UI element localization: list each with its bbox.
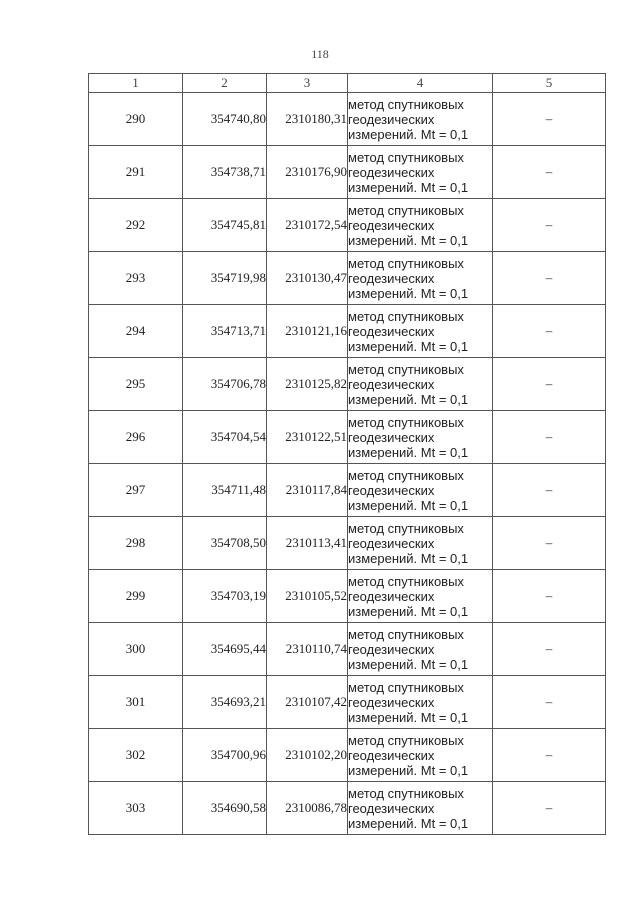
- table-row: [89, 676, 606, 729]
- table-body: [89, 93, 606, 835]
- column-5-cell: –: [493, 358, 606, 411]
- method-line: измерений. Mt = 0,1: [348, 179, 469, 195]
- point-number-cell: 296: [89, 411, 183, 464]
- method-line: метод спутниковых: [348, 414, 464, 430]
- method-cell: [348, 411, 493, 464]
- method-line: метод спутниковых: [348, 467, 464, 483]
- method-line: геодезических: [348, 535, 435, 551]
- coordinates-table: [88, 73, 606, 835]
- x-coordinate-cell: 354708,50: [183, 517, 267, 570]
- method-cell: [348, 199, 493, 252]
- x-coordinate-cell: 354719,98: [183, 252, 267, 305]
- y-coordinate-cell: 2310102,20: [267, 729, 348, 782]
- column-header-4: 4: [348, 74, 493, 93]
- x-coordinate-cell: 354711,48: [183, 464, 267, 517]
- method-line: геодезических: [348, 217, 435, 233]
- column-header-3: 3: [267, 74, 348, 93]
- column-header-1: 1: [89, 74, 183, 93]
- page-number: 118: [311, 47, 329, 61]
- method-cell: [348, 358, 493, 411]
- method-line: измерений. Mt = 0,1: [348, 285, 469, 301]
- point-number-cell: 293: [89, 252, 183, 305]
- x-coordinate-cell: 354695,44: [183, 623, 267, 676]
- method-line: метод спутниковых: [348, 626, 464, 642]
- point-number-cell: 302: [89, 729, 183, 782]
- y-coordinate-cell: 2310107,42: [267, 676, 348, 729]
- method-cell: [348, 464, 493, 517]
- y-coordinate-cell: 2310105,52: [267, 570, 348, 623]
- x-coordinate-cell: 354713,71: [183, 305, 267, 358]
- column-5-cell: –: [493, 93, 606, 146]
- table-row: [89, 729, 606, 782]
- column-5-cell: –: [493, 623, 606, 676]
- table-header-row: [89, 74, 606, 93]
- table-row: [89, 411, 606, 464]
- y-coordinate-cell: 2310086,78: [267, 782, 348, 835]
- method-line: геодезических: [348, 164, 435, 180]
- column-5-cell: –: [493, 570, 606, 623]
- column-header-5: 5: [493, 74, 606, 93]
- column-5-cell: –: [493, 729, 606, 782]
- x-coordinate-cell: 354738,71: [183, 146, 267, 199]
- column-5-cell: –: [493, 464, 606, 517]
- table-row: [89, 517, 606, 570]
- method-line: геодезических: [348, 111, 435, 127]
- table-row: [89, 464, 606, 517]
- point-number-cell: 295: [89, 358, 183, 411]
- method-cell: [348, 782, 493, 835]
- method-line: метод спутниковых: [348, 308, 464, 324]
- y-coordinate-cell: 2310125,82: [267, 358, 348, 411]
- method-line: измерений. Mt = 0,1: [348, 550, 469, 566]
- y-coordinate-cell: 2310180,31: [267, 93, 348, 146]
- method-line: измерений. Mt = 0,1: [348, 656, 469, 672]
- table-row: [89, 252, 606, 305]
- column-5-cell: –: [493, 782, 606, 835]
- method-line: метод спутниковых: [348, 361, 464, 377]
- method-cell: [348, 252, 493, 305]
- method-cell: [348, 570, 493, 623]
- y-coordinate-cell: 2310121,16: [267, 305, 348, 358]
- method-line: геодезических: [348, 641, 435, 657]
- method-line: метод спутниковых: [348, 679, 464, 695]
- method-line: измерений. Mt = 0,1: [348, 391, 469, 407]
- method-line: геодезических: [348, 482, 435, 498]
- method-cell: [348, 305, 493, 358]
- method-line: метод спутниковых: [348, 520, 464, 536]
- column-5-cell: –: [493, 676, 606, 729]
- method-line: измерений. Mt = 0,1: [348, 232, 469, 248]
- y-coordinate-cell: 2310110,74: [267, 623, 348, 676]
- y-coordinate-cell: 2310113,41: [267, 517, 348, 570]
- method-line: измерений. Mt = 0,1: [348, 497, 469, 513]
- x-coordinate-cell: 354706,78: [183, 358, 267, 411]
- method-line: геодезических: [348, 376, 435, 392]
- method-line: геодезических: [348, 270, 435, 286]
- method-line: метод спутниковых: [348, 202, 464, 218]
- method-line: метод спутниковых: [348, 785, 464, 801]
- method-line: метод спутниковых: [348, 573, 464, 589]
- method-line: измерений. Mt = 0,1: [348, 815, 469, 831]
- method-line: геодезических: [348, 323, 435, 339]
- y-coordinate-cell: 2310176,90: [267, 146, 348, 199]
- point-number-cell: 290: [89, 93, 183, 146]
- method-line: измерений. Mt = 0,1: [348, 444, 469, 460]
- x-coordinate-cell: 354693,21: [183, 676, 267, 729]
- y-coordinate-cell: 2310122,51: [267, 411, 348, 464]
- method-line: геодезических: [348, 694, 435, 710]
- method-line: метод спутниковых: [348, 732, 464, 748]
- point-number-cell: 303: [89, 782, 183, 835]
- column-5-cell: –: [493, 305, 606, 358]
- point-number-cell: 298: [89, 517, 183, 570]
- point-number-cell: 294: [89, 305, 183, 358]
- point-number-cell: 299: [89, 570, 183, 623]
- x-coordinate-cell: 354703,19: [183, 570, 267, 623]
- table-row: [89, 570, 606, 623]
- method-line: измерений. Mt = 0,1: [348, 762, 469, 778]
- y-coordinate-cell: 2310117,84: [267, 464, 348, 517]
- method-line: измерений. Mt = 0,1: [348, 603, 469, 619]
- table-row: [89, 199, 606, 252]
- method-line: геодезических: [348, 747, 435, 763]
- column-5-cell: –: [493, 517, 606, 570]
- point-number-cell: 297: [89, 464, 183, 517]
- column-5-cell: –: [493, 252, 606, 305]
- table-row: [89, 782, 606, 835]
- table-row: [89, 358, 606, 411]
- method-line: измерений. Mt = 0,1: [348, 126, 469, 142]
- table-row: [89, 305, 606, 358]
- column-5-cell: –: [493, 199, 606, 252]
- method-cell: [348, 146, 493, 199]
- method-line: метод спутниковых: [348, 149, 464, 165]
- method-line: геодезических: [348, 588, 435, 604]
- point-number-cell: 301: [89, 676, 183, 729]
- column-5-cell: –: [493, 146, 606, 199]
- point-number-cell: 300: [89, 623, 183, 676]
- method-cell: [348, 623, 493, 676]
- method-line: геодезических: [348, 429, 435, 445]
- column-5-cell: –: [493, 411, 606, 464]
- x-coordinate-cell: 354690,58: [183, 782, 267, 835]
- point-number-cell: 292: [89, 199, 183, 252]
- x-coordinate-cell: 354704,54: [183, 411, 267, 464]
- table-row: [89, 623, 606, 676]
- y-coordinate-cell: 2310130,47: [267, 252, 348, 305]
- table-row: [89, 93, 606, 146]
- method-cell: [348, 93, 493, 146]
- x-coordinate-cell: 354745,81: [183, 199, 267, 252]
- y-coordinate-cell: 2310172,54: [267, 199, 348, 252]
- method-line: метод спутниковых: [348, 255, 464, 271]
- column-header-2: 2: [183, 74, 267, 93]
- point-number-cell: 291: [89, 146, 183, 199]
- method-line: измерений. Mt = 0,1: [348, 338, 469, 354]
- method-line: измерений. Mt = 0,1: [348, 709, 469, 725]
- method-cell: [348, 729, 493, 782]
- x-coordinate-cell: 354740,80: [183, 93, 267, 146]
- x-coordinate-cell: 354700,96: [183, 729, 267, 782]
- method-cell: [348, 676, 493, 729]
- method-line: метод спутниковых: [348, 96, 464, 112]
- table-row: [89, 146, 606, 199]
- method-line: геодезических: [348, 800, 435, 816]
- method-cell: [348, 517, 493, 570]
